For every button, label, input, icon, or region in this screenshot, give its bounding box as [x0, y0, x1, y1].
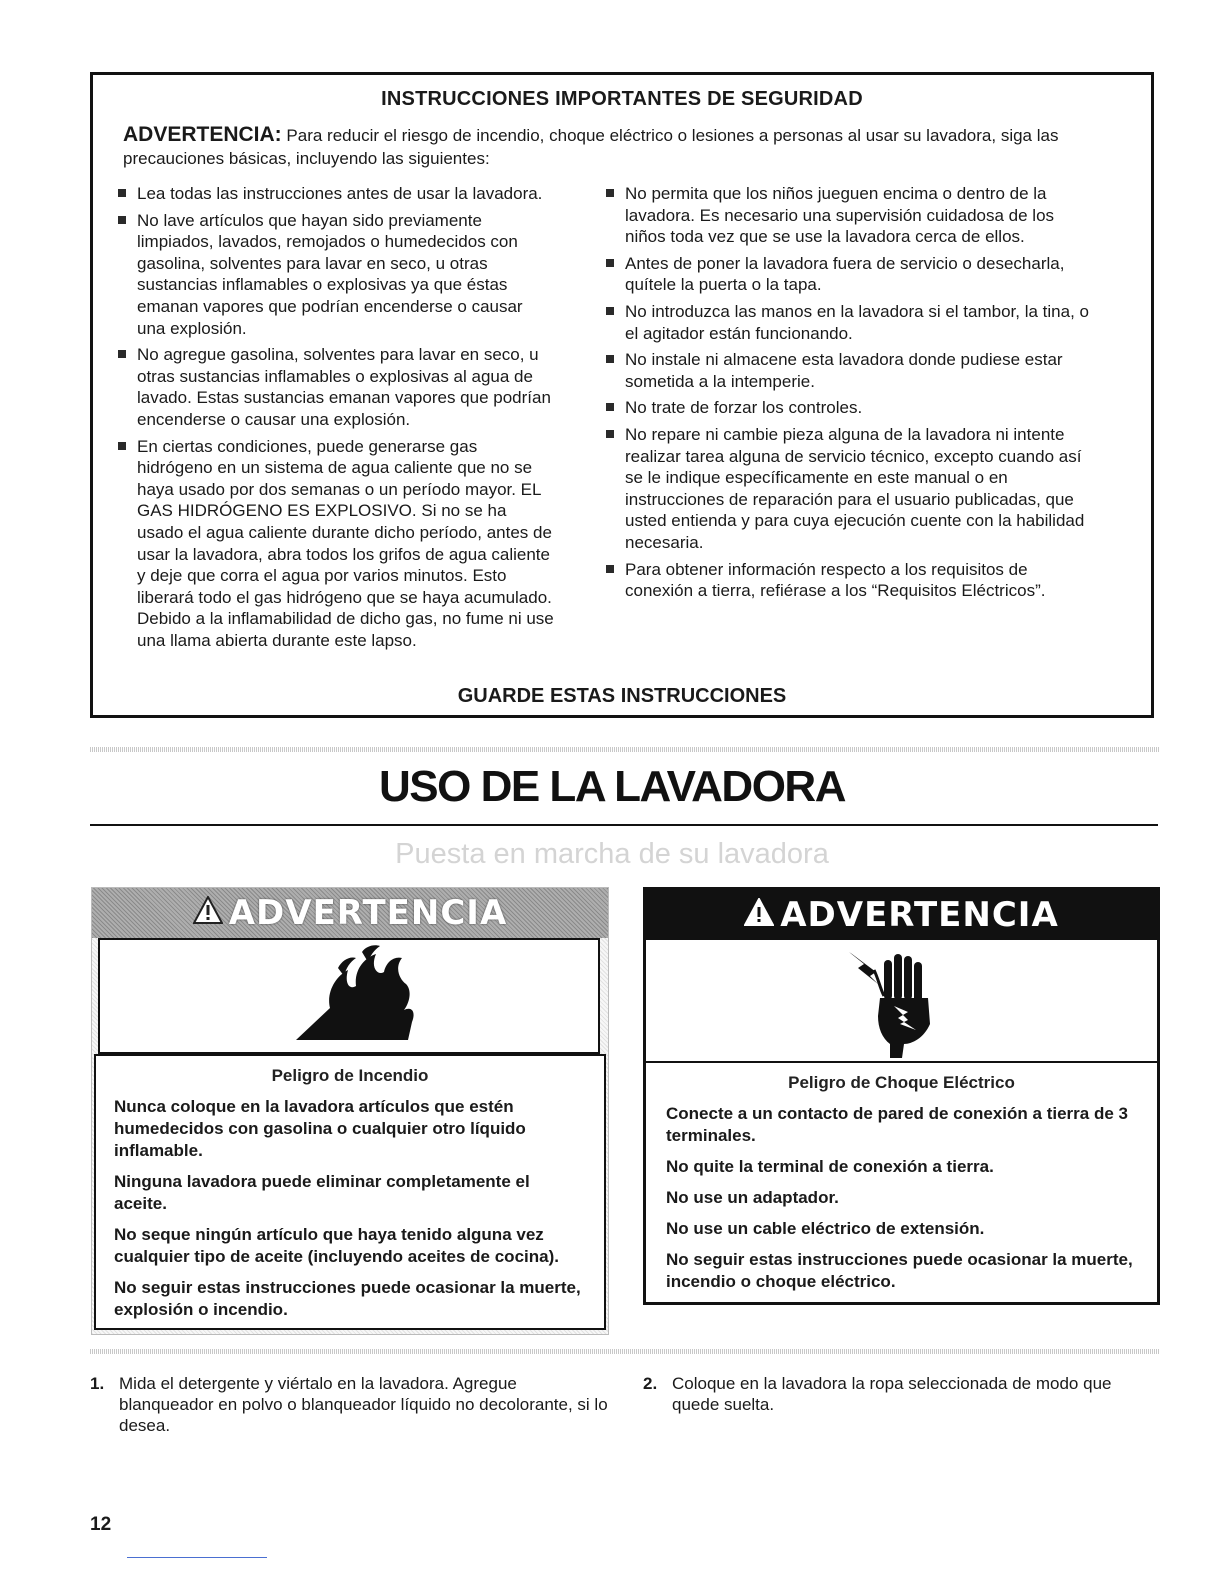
step-item [643, 1373, 1153, 1415]
list-item: No agregue gasolina, solventes para lavar en seco, u otras sustancias inflamables o explosivas al agua de lavado. Estas sustancias emanan vapores que podrían encenderse o causar una explosión. [115, 344, 555, 430]
hazard-paragraph: Conecte a un contacto de pared de conexión a tierra de 3 terminales. [666, 1104, 1128, 1145]
step-text: Mida el detergente y viértalo en la lavadora. Agregue blanqueador en polvo o blanqueador líquido no decolorante, si lo desea. [119, 1374, 608, 1435]
safety-instructions-box [90, 72, 1154, 718]
fire-icon [100, 940, 602, 1052]
fire-warning-box [91, 887, 609, 1335]
footer-line [127, 1557, 267, 1558]
shock-warning-text [646, 1063, 1157, 1300]
fire-warning-header [92, 888, 608, 938]
divider [90, 1349, 1160, 1354]
safety-list-right [603, 183, 1093, 607]
section-title: USO DE LA LAVADORA [379, 762, 845, 811]
hazard-title: Peligro de Choque Eléctrico [788, 1073, 1015, 1092]
hazard-paragraph: No use un adaptador. [666, 1188, 839, 1207]
warning-intro [123, 123, 1111, 170]
warning-text: Para reducir el riesgo de incendio, choque eléctrico o lesiones a personas al usar su lavadora, siga las precauciones básicas, incluyendo las siguientes: [123, 126, 1059, 168]
hazard-paragraph: No seguir estas instrucciones puede ocasionar la muerte, incendio o choque eléctrico. [666, 1250, 1133, 1291]
step-number: 2. [643, 1374, 658, 1393]
shock-icon-frame [646, 940, 1157, 1063]
page-number: 12 [90, 1514, 112, 1535]
warning-triangle-icon [193, 893, 223, 933]
list-item: No instale ni almacene esta lavadora donde pudiese estar sometida a la intemperie. [603, 349, 1093, 392]
step-text: Coloque en la lavadora la ropa seleccionada de modo que quede suelta. [672, 1374, 1112, 1414]
electric-shock-hand-icon [646, 940, 1157, 1061]
list-item: No lave artículos que hayan sido previamente limpiados, lavados, remojados o humedecidos con gasolina, solventes para lavar en seco, u otras sustancias inflamables o explosivas ya que éstas emanan vapores que podrían encenderse o causar una explosión. [115, 210, 555, 340]
shock-warning-header [646, 890, 1157, 940]
hazard-paragraph: No seguir estas instrucciones puede ocasionar la muerte, explosión o incendio. [114, 1278, 581, 1319]
fire-warning-text [94, 1054, 606, 1330]
hazard-paragraph: Ninguna lavadora puede eliminar completamente el aceite. [114, 1172, 530, 1213]
list-item: No permita que los niños jueguen encima o dentro de la lavadora. Es necesario una supervisión cuidadosa de los niños toda vez que se use la lavadora cerca de ellos. [603, 183, 1093, 248]
list-item: Para obtener información respecto a los requisitos de conexión a tierra, refiérase a los “Requisitos Eléctricos”. [603, 559, 1093, 602]
divider [90, 747, 1160, 752]
list-item: No repare ni cambie pieza alguna de la lavadora ni intente realizar tarea alguna de servicio técnico, excepto cuando así se le indique específicamente en este manual o en instrucciones de reparación para el usuario publicadas, que usted entienda y para cuya ejecución cuente con la habilidad necesaria. [603, 424, 1093, 554]
section-rule [90, 824, 1158, 826]
list-item: Lea todas las instrucciones antes de usar la lavadora. [115, 183, 555, 205]
hazard-paragraph: No use un cable eléctrico de extensión. [666, 1219, 985, 1238]
safety-list-left [115, 183, 555, 656]
list-item: No trate de forzar los controles. [603, 397, 1093, 419]
hazard-paragraph: No seque ningún artículo que haya tenido alguna vez cualquier tipo de aceite (incluyendo aceites de cocina). [114, 1225, 559, 1266]
hazard-paragraph: Nunca coloque en la lavadora artículos que estén humedecidos con gasolina o cualquier otro líquido inflamable. [114, 1097, 526, 1160]
step-number: 1. [90, 1374, 105, 1393]
fire-icon-frame [98, 938, 600, 1054]
section-subtitle: Puesta en marcha de su lavadora [395, 838, 829, 870]
hazard-paragraph: No quite la terminal de conexión a tierra. [666, 1157, 994, 1176]
warning-header-label: ADVERTENCIA [228, 893, 508, 933]
warning-label: ADVERTENCIA: [123, 123, 282, 146]
shock-warning-box [643, 887, 1160, 1305]
list-item: En ciertas condiciones, puede generarse gas hidrógeno en un sistema de agua caliente que no se haya usado por dos semanas o un período mayor. EL GAS HIDRÓGENO ES EXPLOSIVO. Si no se ha usado el agua caliente durante dicho período, antes de usar la lavadora, abra todos los grifos de agua caliente y deje que corra el agua por varios minutos. Esto liberará todo el gas hidrógeno que se haya acumulado. Debido a la inflamabilidad de dicho gas, no fume ni use una llama abierta durante este lapso. [115, 436, 555, 652]
safety-title: INSTRUCCIONES IMPORTANTES DE SEGURIDAD [381, 88, 863, 110]
safety-footer: GUARDE ESTAS INSTRUCCIONES [457, 685, 787, 707]
step-item [90, 1373, 610, 1436]
hazard-title: Peligro de Incendio [271, 1066, 429, 1085]
list-item: Antes de poner la lavadora fuera de servicio o desecharla, quítele la puerta o la tapa. [603, 253, 1093, 296]
warning-header-label: ADVERTENCIA [780, 895, 1059, 935]
list-item: No introduzca las manos en la lavadora si el tambor, la tina, o el agitador están funcionando. [603, 301, 1093, 344]
warning-triangle-icon [744, 895, 774, 935]
